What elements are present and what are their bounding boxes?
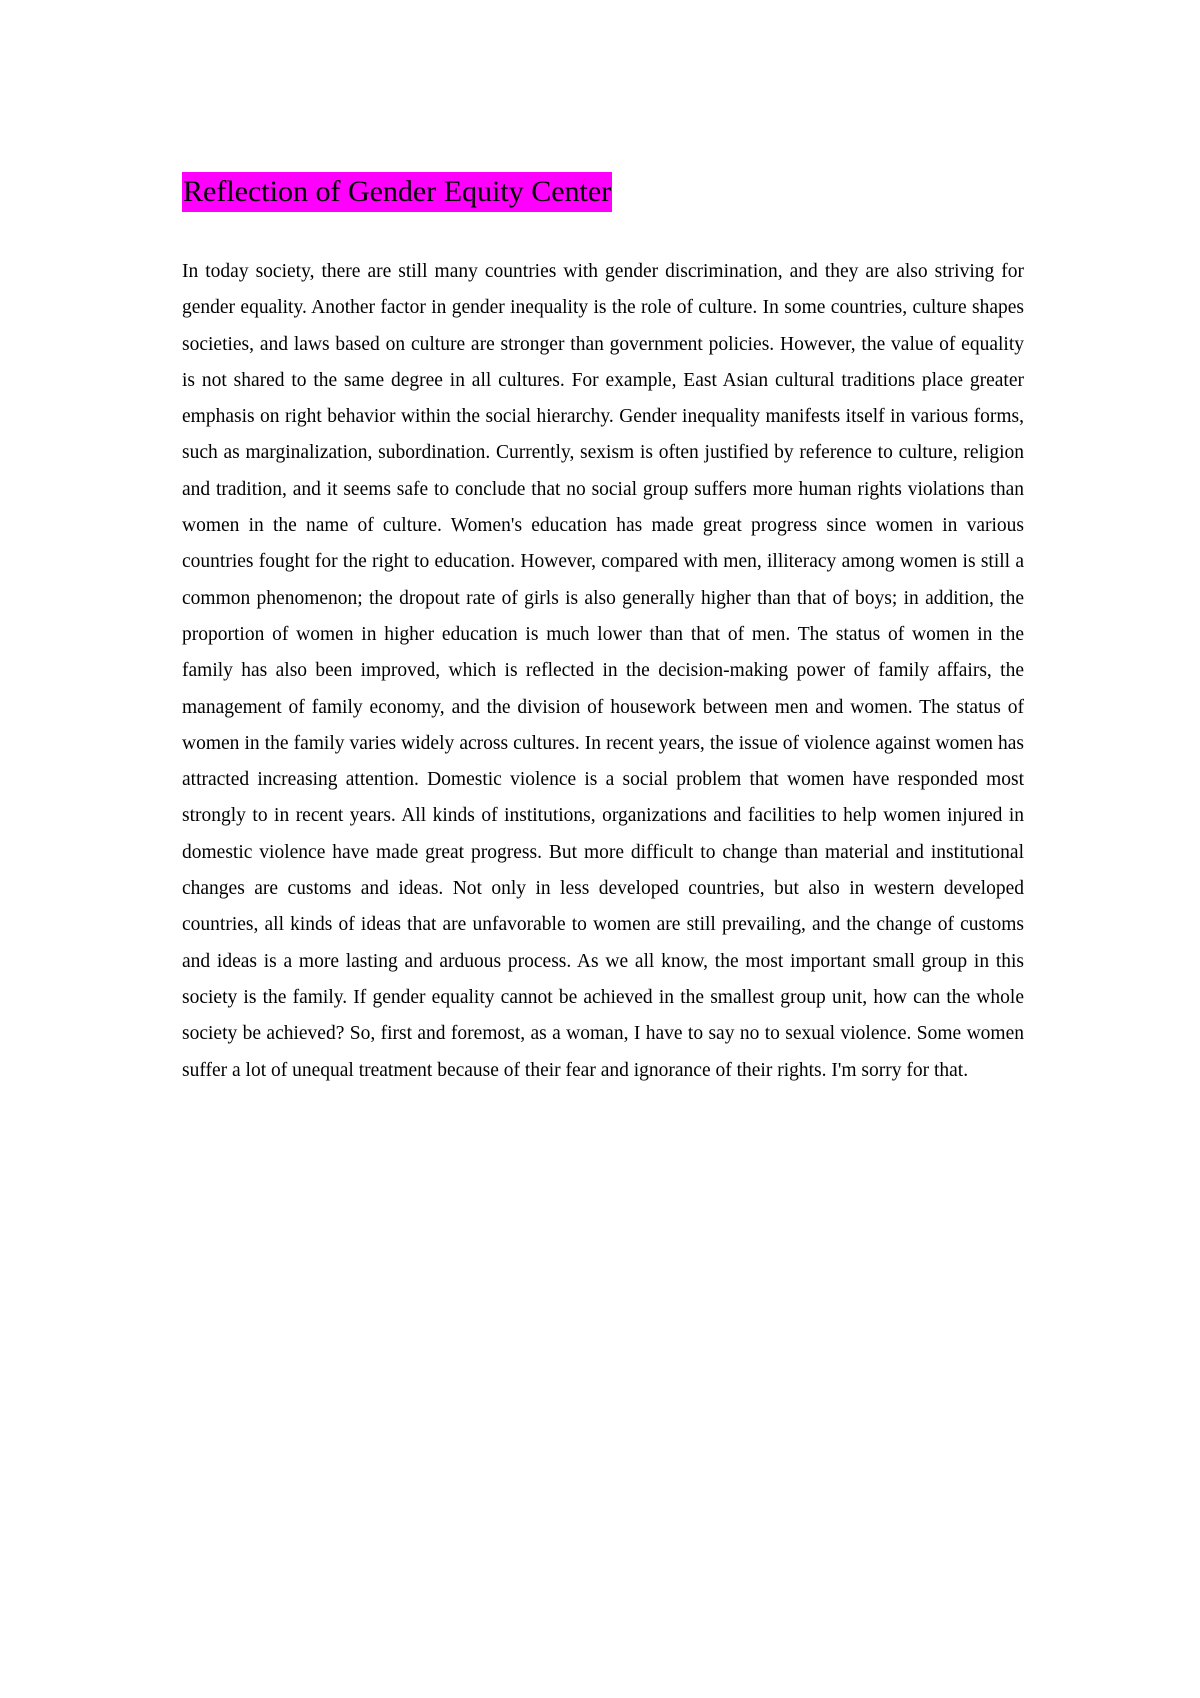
document-title: Reflection of Gender Equity Center: [182, 172, 612, 212]
body-paragraph: In today society, there are still many countries with gender discrimination, and they are also striving for gender equality. Another factor in gender inequality is the role of culture. In some countries, culture shapes societies, and laws based on culture are stronger than government policies. However, the value of equality is not shared to the same degree in all cultures. For example, East Asian cultural traditions place greater emphasis on right behavior within the social hierarchy. Gender inequality manifests itself in various forms, such as marginalization, subordination. Currently, sexism is often justified by reference to culture, religion and tradition, and it seems safe to conclude that no social group suffers more human rights violations than women in the name of culture. Women's education has made great progress since women in various countries fought for the right to education. However, compared with men, illiteracy among women is still a common phenomenon; the dropout rate of girls is also generally higher than that of boys; in addition, the proportion of women in higher education is much lower than that of men. The status of women in the family has also been improved, which is reflected in the decision-making power of family affairs, the management of family economy, and the division of housework between men and women. The status of women in the family varies widely across cultures. In recent years, the issue of violence against women has attracted increasing attention. Domestic violence is a social problem that women have responded most strongly to in recent years. All kinds of institutions, organizations and facilities to help women injured in domestic violence have made great progress. But more difficult to change than material and institutional changes are customs and ideas. Not only in less developed countries, but also in western developed countries, all kinds of ideas that are unfavorable to women are still prevailing, and the change of customs and ideas is a more lasting and arduous process. As we all know, the most important small group in this society is the family. If gender equality cannot be achieved in the smallest group unit, how can the whole society be achieved? So, first and foremost, as a woman, I have to say no to sexual violence. Some women suffer a lot of unequal treatment because of their fear and ignorance of their rights. I'm sorry for that.: [182, 261, 1024, 1081]
title-container: [182, 172, 612, 212]
